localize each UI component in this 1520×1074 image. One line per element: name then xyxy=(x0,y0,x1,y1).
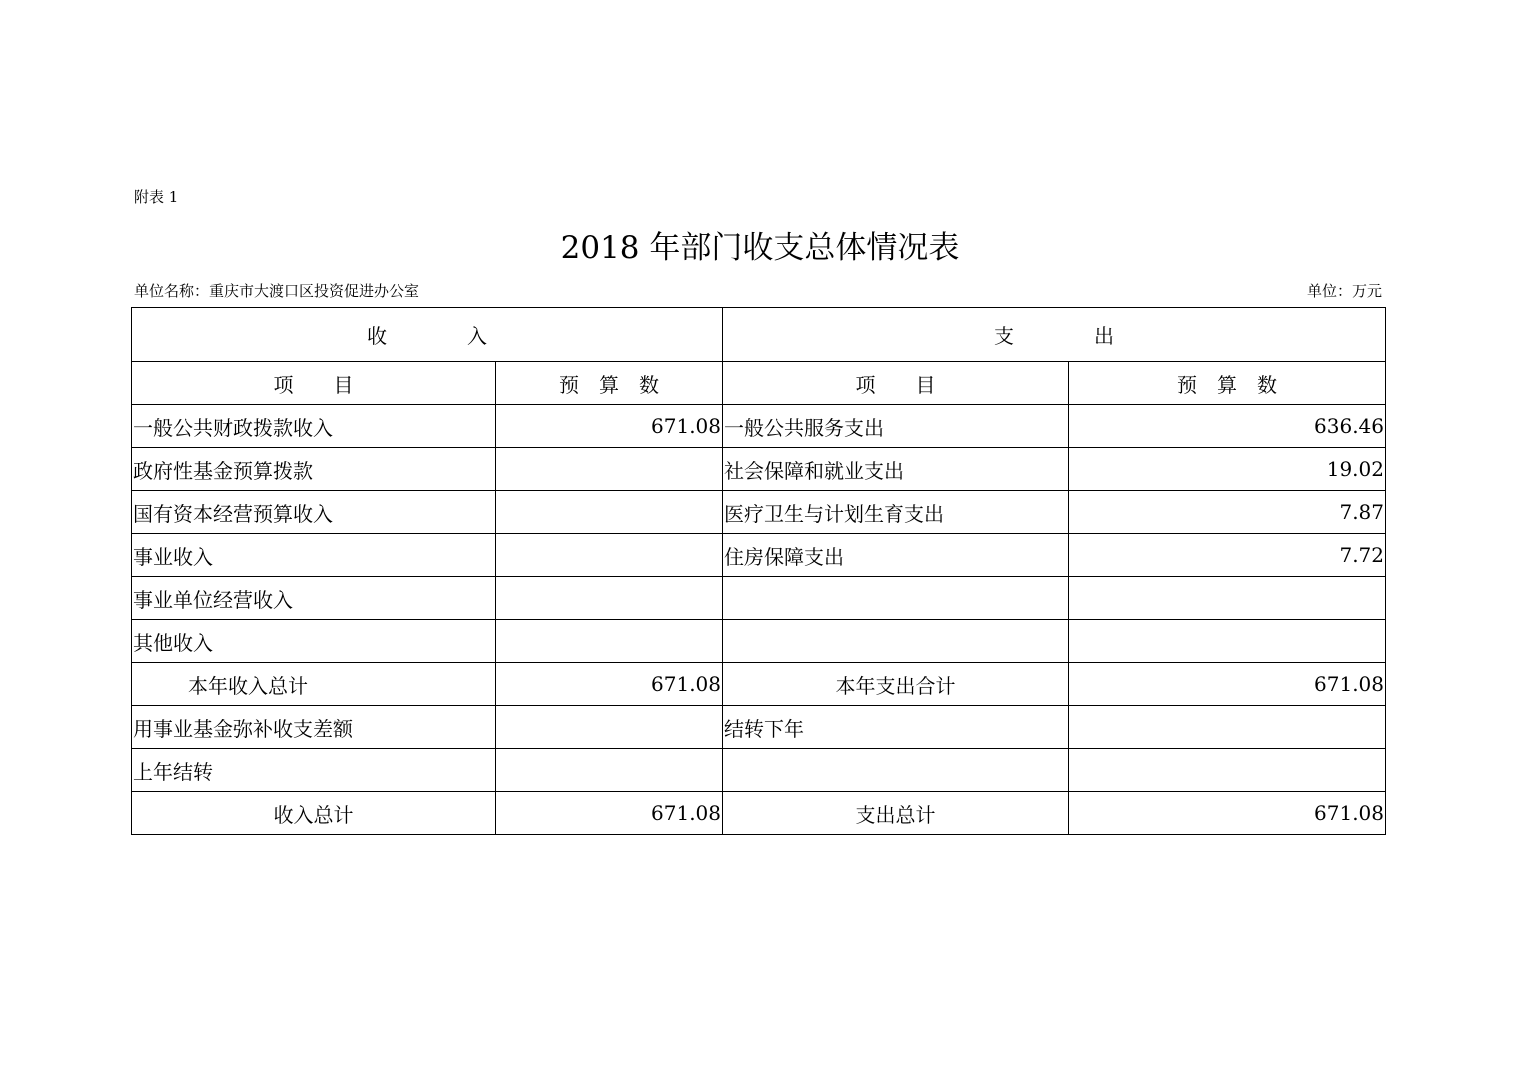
expense-total-value: 671.08 xyxy=(1069,792,1386,835)
expense-value xyxy=(1069,749,1386,792)
income-item: 国有资本经营预算收入 xyxy=(132,491,496,534)
group-header-row xyxy=(132,308,1386,362)
expense-item: 结转下年 xyxy=(723,706,1069,749)
expense-subtotal-value: 671.08 xyxy=(1069,663,1386,706)
income-item: 上年结转 xyxy=(132,749,496,792)
attachment-label: 附表 1 xyxy=(134,188,179,206)
budget-table xyxy=(131,307,1386,835)
income-budget-header: 预 算 数 xyxy=(496,362,723,405)
unit-name: 单位名称：重庆市大渡口区投资促进办公室 xyxy=(134,282,420,300)
expense-item xyxy=(723,620,1069,663)
income-item: 事业单位经营收入 xyxy=(132,577,496,620)
income-value: 671.08 xyxy=(496,405,723,448)
expense-item: 社会保障和就业支出 xyxy=(723,448,1069,491)
income-item: 一般公共财政拨款收入 xyxy=(132,405,496,448)
income-value xyxy=(496,620,723,663)
expense-value: 19.02 xyxy=(1069,448,1386,491)
income-group-header: 收 入 xyxy=(132,308,723,362)
expense-group-header: 支 出 xyxy=(723,308,1386,362)
table-row xyxy=(132,405,1386,448)
table-row xyxy=(132,448,1386,491)
expense-value xyxy=(1069,620,1386,663)
expense-item: 医疗卫生与计划生育支出 xyxy=(723,491,1069,534)
expense-value xyxy=(1069,577,1386,620)
income-value xyxy=(496,749,723,792)
subtotal-row xyxy=(132,663,1386,706)
income-value xyxy=(496,448,723,491)
expense-subtotal-label: 本年支出合计 xyxy=(723,663,1069,706)
income-total-label: 收入总计 xyxy=(132,792,496,835)
income-subtotal-label: 本年收入总计 xyxy=(132,663,496,706)
income-item: 用事业基金弥补收支差额 xyxy=(132,706,496,749)
unit-label: 单位：万元 xyxy=(1306,282,1382,300)
table-row xyxy=(132,749,1386,792)
income-item: 其他收入 xyxy=(132,620,496,663)
table-row xyxy=(132,620,1386,663)
table-row xyxy=(132,706,1386,749)
expense-item xyxy=(723,749,1069,792)
expense-value: 636.46 xyxy=(1069,405,1386,448)
income-item-header: 项 目 xyxy=(132,362,496,405)
expense-value xyxy=(1069,706,1386,749)
expense-value: 7.87 xyxy=(1069,491,1386,534)
total-row xyxy=(132,792,1386,835)
income-subtotal-value: 671.08 xyxy=(496,663,723,706)
table-row xyxy=(132,534,1386,577)
expense-item-header: 项 目 xyxy=(723,362,1069,405)
income-item: 事业收入 xyxy=(132,534,496,577)
expense-budget-header: 预 算 数 xyxy=(1069,362,1386,405)
income-value xyxy=(496,577,723,620)
page-title: 2018 年部门收支总体情况表 xyxy=(560,230,960,266)
income-value xyxy=(496,491,723,534)
expense-item xyxy=(723,577,1069,620)
expense-item: 一般公共服务支出 xyxy=(723,405,1069,448)
income-total-value: 671.08 xyxy=(496,792,723,835)
column-header-row xyxy=(132,362,1386,405)
income-value xyxy=(496,706,723,749)
income-item: 政府性基金预算拨款 xyxy=(132,448,496,491)
table-row xyxy=(132,577,1386,620)
income-value xyxy=(496,534,723,577)
expense-total-label: 支出总计 xyxy=(723,792,1069,835)
expense-item: 住房保障支出 xyxy=(723,534,1069,577)
expense-value: 7.72 xyxy=(1069,534,1386,577)
table-row xyxy=(132,491,1386,534)
